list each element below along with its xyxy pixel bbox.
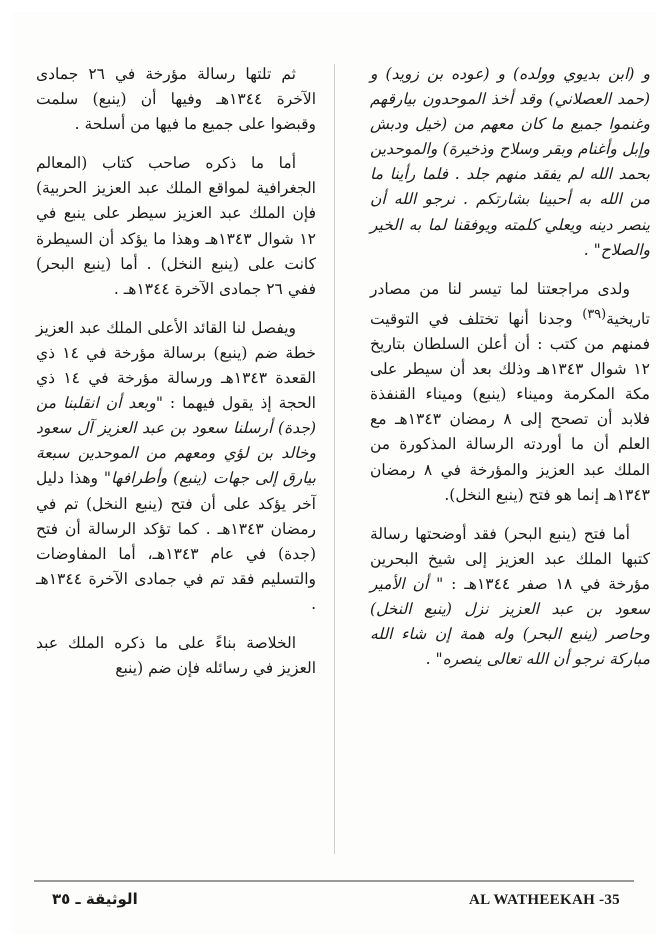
left-column <box>36 62 316 695</box>
left-paragraph-3-end: وهذا دليل آخر يؤكد على أن فتح (ينبع النخل) تم في رمضان ١٣٤٣هـ . كما تؤكد الرسالة أن فتح (جدة) في عام ١٣٤٣هـ، أما المفاوضات والتسليم فقد تم في جمادى الآخرة ١٣٤٤هـ . <box>36 469 316 613</box>
right-paragraph-3-start: أما فتح (ينبع البحر) فقد أوضحتها رسالة كتبها الملك عبد العزيز إلى شيخ البحرين مؤرخة في ١٨ صفر ١٣٤٤هـ : <box>370 524 650 593</box>
right-column <box>370 62 650 686</box>
left-paragraph-4: الخلاصة بناءً على ما ذكره الملك عبد العزيز في رسائله فإن ضم (ينبع <box>36 633 316 678</box>
page-frame <box>12 12 656 934</box>
footnote-marker: (٣٩) <box>582 306 607 322</box>
right-paragraph-2 <box>370 277 650 508</box>
footer-latin-page-label: AL WATHEEKAH -35 <box>469 892 620 908</box>
right-paragraph-2-start: ولدى مراجعتنا لما تيسر لنا من مصادر تاريخية <box>370 279 650 328</box>
left-paragraph-1: ثم تلتها رسالة مؤرخة في ٢٦ جمادى الآخرة ١٣٤٤هـ وفيها أن (ينبع) سلمت وقبضوا على جميع ما فيها من أسلحة . <box>36 65 316 134</box>
right-paragraph-1: و (ابن بديوي وولده) و (عوده بن زويد) و (حمد العصلاني) وقد أخذ الموحدون بيارقهم وغنموا جميع ما كان معهم من (خيل ودبش وإبل وأغنام وبقر وسلاح وذخيرة) والموحدين بحمد الله لم يفقد منهم جلد . فلما رأينا ما من الله به أحبينا بشارتكم . نرجو الله أن ينصر دينه ويعلي كلمته ويوفقنا لما به الخير والصلاح" . <box>370 65 650 259</box>
left-paragraph-2: أما ما ذكره صاحب كتاب (المعالم الجغرافية لمواقع الملك عبد العزيز الحربية) فإن الملك عبد العزيز سيطر على ينبع في ١٢ شوال ١٣٤٣هـ وهذا ما يؤكد أن السيطرة كانت على (ينبع النخل) . أما (ينبع البحر) ففي ٢٦ جمادى الآخرة ١٣٤٤هـ . <box>36 154 316 298</box>
footer-rule <box>34 880 634 882</box>
right-paragraph-3-quote: " أن الأمير سعود بن عبد العزيز نزل (ينبع النخل) وحاصر (ينبع البحر) وله همة إن شاء الله مباركة نرجو أن الله تعالى ينصره" . <box>370 574 650 669</box>
right-paragraph-2-end: وجدنا أنها تختلف في التوقيت فمنهم من كتب : أن أعلن السلطان بتاريخ ١٢ شوال ١٣٤٣هـ وذلك بعد أن سيطر على مكة المكرمة وميناء (ينبع) وميناء القنفذة فلابد أن تصحح إلى ٨ رمضان ١٣٤٣هـ مع العلم أن ما أوردته الرسالة المذكورة من الملك عبد العزيز والمؤرخة في ٨ رمضان ١٣٤٣هـ إنما هو فتح (ينبع النخل). <box>370 310 651 504</box>
left-paragraph-3-quote: "وبعد أن انقلبنا من (جدة) أرسلنا سعود بن عبد العزيز آل سعود وخالد بن لؤي ومعهم من الموحدين سبعة بيارق إلى جهات (ينبع) وأطرافها" <box>36 394 316 488</box>
footer-arabic-page-label: الوثيقة ـ ٣٥ <box>52 890 138 908</box>
right-paragraph-3 <box>370 522 650 673</box>
left-paragraph-3-start: ويفصل لنا القائد الأعلى الملك عبد العزيز خطة ضم (ينبع) برسالة مؤرخة في ١٤ ذي القعدة ١٣٤٣هـ ورسالة مؤرخة في ١٤ ذي الحجة إذ يقول فيهما : <box>36 318 316 413</box>
column-divider <box>334 64 335 854</box>
left-paragraph-3 <box>36 316 316 617</box>
